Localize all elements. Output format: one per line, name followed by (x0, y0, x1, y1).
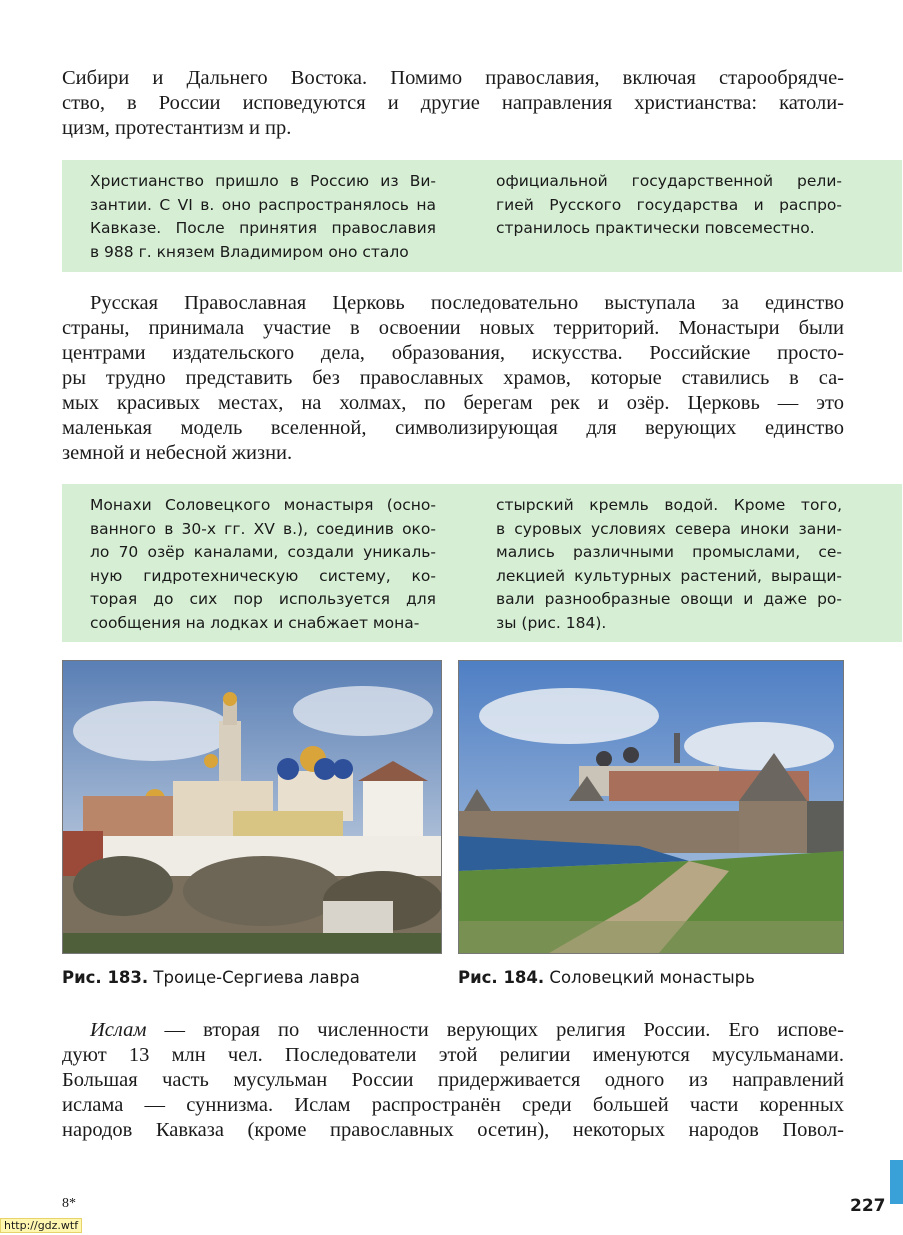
info-box-christianity (62, 160, 902, 272)
text-line: торая до сих пор используется для (90, 590, 436, 608)
text-line: вали разнообразные овощи и даже ро- (496, 590, 842, 608)
text-line: ванного в 30-х гг. XV в.), соединив око- (90, 519, 436, 538)
text-line: стырский кремль водой. Кроме того, (496, 496, 842, 514)
figure-title: Троице-Сергиева лавра (153, 968, 360, 987)
figure-label: Рис. 183. (62, 968, 149, 987)
text-line: цизм, протестантизм и пр. (62, 117, 292, 139)
text-line: маленькая модель вселенной, символизирующая для верующих единство (62, 417, 844, 439)
text-line: гией Русского государства и распро- (496, 195, 842, 214)
text-line: лекцией культурных растений, выращи- (496, 566, 842, 585)
text-line: Большая часть мусульман России придерживается одного из направлений (62, 1069, 844, 1091)
figure-caption-183 (62, 968, 360, 987)
text-line: в суровых условиях севера иноки зани- (496, 519, 842, 538)
watermark-link[interactable]: http://gdz.wtf (0, 1218, 82, 1233)
figure-label: Рис. 184. (458, 968, 545, 987)
text-line: народов Кавказа (кроме православных осетин), некоторых народов Повол- (62, 1119, 844, 1141)
figure-title: Соловецкий монастырь (549, 968, 755, 987)
info-box-left-column (90, 494, 436, 635)
text-line: Кавказе. После принятия православия (90, 219, 436, 237)
text-line: Христианство пришло в Россию из Ви- (90, 172, 436, 190)
text-line: земной и небесной жизни. (62, 442, 293, 464)
text-line: страны, принимала участие в освоении новых территорий. Монастыри были (62, 317, 844, 339)
text-line: Монахи Соловецкого монастыря (осно- (90, 496, 436, 514)
text-line: Сибири и Дальнего Востока. Помимо православия, включая старообрядче- (62, 67, 844, 89)
text-line: центрами издательского дела, образования, искусства. Российские просто- (62, 342, 844, 364)
info-box-right-column (496, 170, 842, 241)
text-line: ную гидротехническую систему, ко- (90, 566, 436, 585)
church-paragraph (62, 291, 844, 466)
text-line (62, 1018, 844, 1043)
text-line: в 988 г. князем Владимиром оно стало (90, 242, 409, 261)
text-line: мались различными промыслами, се- (496, 543, 842, 561)
term-islam: Ислам (90, 1019, 147, 1041)
text-line: дуют 13 млн чел. Последователи этой религии именуются мусульманами. (62, 1044, 844, 1066)
info-box-solovki (62, 484, 902, 642)
islam-paragraph (62, 1018, 844, 1143)
text-line: официальной государственной рели- (496, 172, 842, 190)
figure-caption-184 (458, 968, 755, 987)
text-line: зантии. С VI в. оно распространялось на (90, 195, 436, 214)
photo-solovetsky-monastery (458, 660, 844, 954)
text-fragment: — вторая по численности верующих религия России. Его испове- (146, 1019, 844, 1041)
text-line: сообщения на лодках и снабжает мона- (90, 613, 420, 632)
info-box-left-column (90, 170, 436, 264)
text-line: ислама — суннизма. Ислам распространён среди большей части коренных (62, 1094, 844, 1116)
signature-mark: 8* (62, 1196, 76, 1211)
info-box-right-column (496, 494, 842, 635)
text-line: ство, в России исповедуются и другие направления христианства: католи- (62, 92, 844, 114)
text-line: ры трудно представить без православных храмов, которые ставились в са- (62, 367, 844, 389)
text-line: странилось практически повсеместно. (496, 219, 815, 237)
photo-trinity-lavra (62, 660, 442, 954)
text-line: Русская Православная Церковь последовательно выступала за единство (90, 292, 844, 314)
page-number: 227 (850, 1196, 886, 1216)
intro-paragraph (62, 66, 844, 141)
text-line: ло 70 озёр каналами, создали уникаль- (90, 543, 436, 561)
text-line: мых красивых местах, на холмах, по берегам рек и озёр. Церковь — это (62, 392, 844, 414)
text-line: зы (рис. 184). (496, 613, 607, 632)
page-edge-tab (890, 1160, 903, 1204)
